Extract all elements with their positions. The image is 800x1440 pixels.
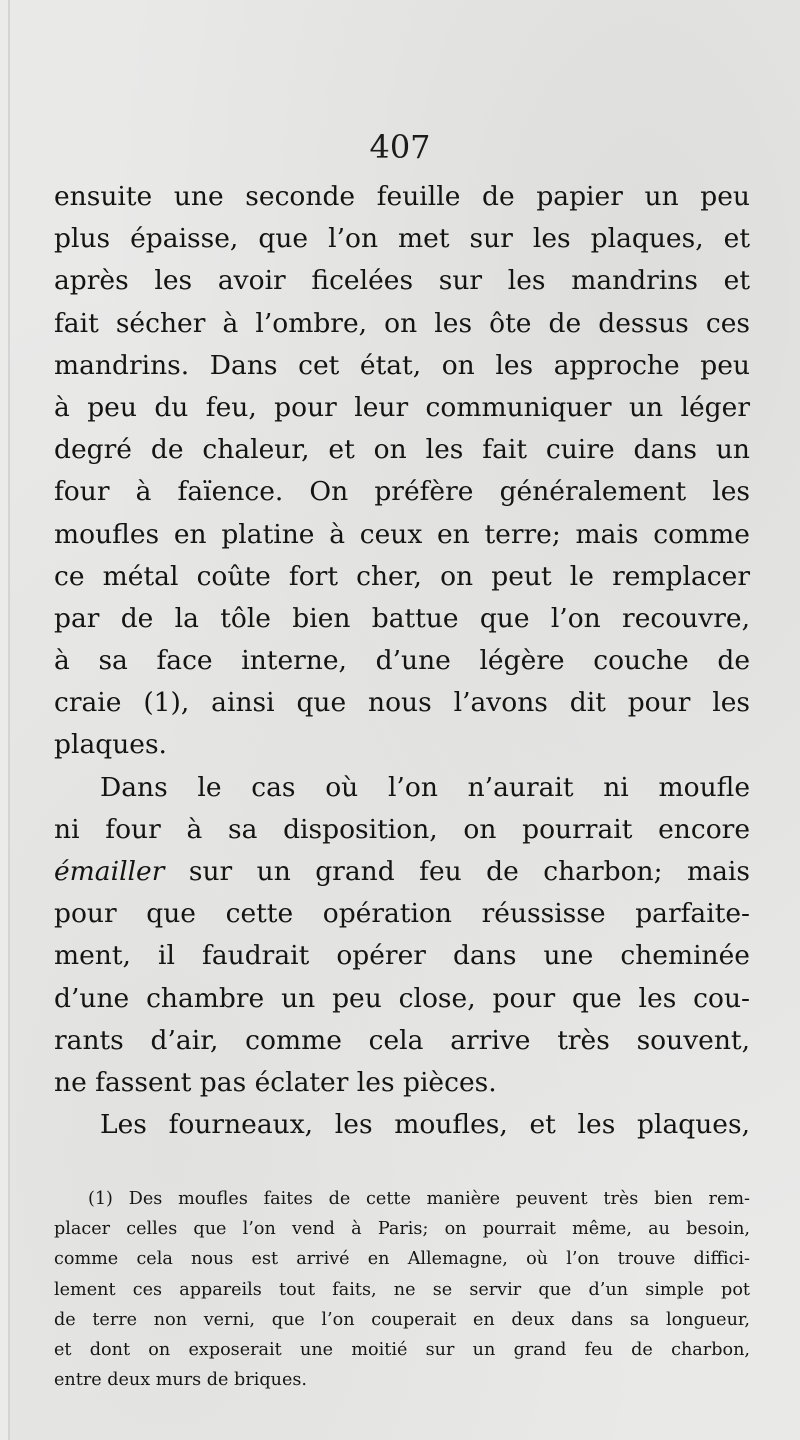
text-line: plus épaisse, que l’on met sur les plaques, et: [54, 223, 750, 255]
text-line: ensuite une seconde feuille de papier un peu: [54, 181, 750, 212]
footnote-line: (1) Des moufles faites de cette manière peuvent très bien rem-: [88, 1189, 750, 1209]
text-line: fait sécher à l’ombre, on les ôte de dessus ces: [54, 307, 750, 339]
footnote-line: de terre non verni, que l’on couperait en deux dans sa longueur,: [54, 1309, 750, 1330]
text-line: ni four à sa disposition, on pourrait encore: [54, 813, 750, 845]
text-line: rants d’air, comme cela arrive très souvent,: [54, 1024, 750, 1056]
text-line: après les avoir ficelées sur les mandrins et: [54, 265, 750, 297]
footnote-line: lement ces appareils tout faits, ne se servir que d’un simple pot: [54, 1279, 750, 1300]
text-line: plaques.: [54, 729, 167, 761]
italic-word: émailler: [54, 856, 165, 887]
text-line: à peu du feu, pour leur communiquer un léger: [54, 391, 750, 423]
text-line: par de la tôle bien battue que l’on recouvre,: [54, 602, 750, 634]
text-line: moufles en platine à ceux en terre; mais comme: [54, 518, 750, 550]
text-line: degré de chaleur, et on les fait cuire dans un: [54, 434, 750, 466]
text-line: Les fourneaux, les moufles, et les plaques,: [100, 1109, 750, 1141]
text-line: mandrins. Dans cet état, on les approche peu: [54, 349, 750, 381]
text-line-with-italic: [54, 851, 750, 893]
page-number: 407: [369, 128, 431, 166]
main-text: [54, 176, 750, 1146]
footnote-line: et dont on exposerait une moitié sur un grand feu de charbon,: [54, 1339, 750, 1360]
text-line: d’une chambre un peu close, pour que les cou-: [54, 982, 750, 1014]
text-line-rest: sur un grand feu de charbon; mais: [188, 856, 750, 887]
text-line: pour que cette opération réussisse parfaite-: [54, 898, 750, 930]
footnote-line: placer celles que l’on vend à Paris; on pourrait même, au besoin,: [54, 1219, 750, 1240]
text-line: four à faïence. On préfère généralement les: [54, 476, 750, 508]
footnote: [54, 1184, 750, 1395]
text-line: ce métal coûte fort cher, on peut le remplacer: [54, 560, 750, 592]
text-line: ne fassent pas éclater les pièces.: [54, 1066, 497, 1098]
footnote-line: comme cela nous est arrivé en Allemagne, où l’on trouve diffici-: [54, 1249, 750, 1270]
text-line: à sa face interne, d’une légère couche de: [54, 645, 750, 677]
text-line: craie (1), ainsi que nous l’avons dit pour les: [54, 687, 750, 719]
text-line: ment, il faudrait opérer dans une cheminée: [54, 940, 750, 972]
text-line: Dans le cas où l’on n’aurait ni moufle: [100, 771, 750, 803]
footnote-line: entre deux murs de briques.: [54, 1370, 307, 1391]
